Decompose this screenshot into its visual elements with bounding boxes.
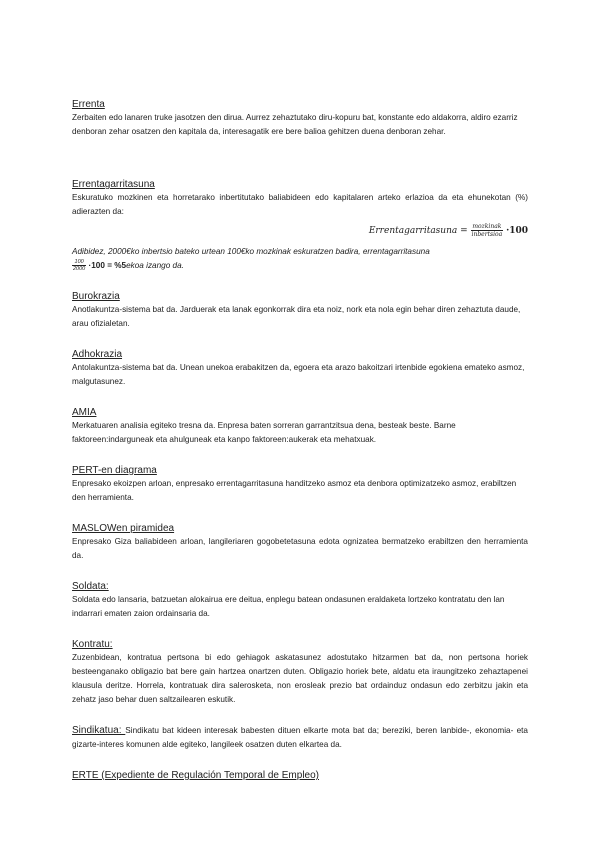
entry-term: Adhokrazia xyxy=(72,349,123,360)
entry-term: Kontratu: xyxy=(72,639,113,650)
rentability-formula xyxy=(72,221,528,241)
entry-definition: Enpresako Giza baliabideen arloan, langileriaren gogobetetasuna edota ognizatea bermatzeko erabiltzen den herramienta da. xyxy=(72,537,528,560)
example-numerator: 100 xyxy=(72,259,86,266)
example-tail: ekoa izango da. xyxy=(126,261,184,270)
formula-example xyxy=(72,245,528,273)
document-page xyxy=(72,98,528,799)
glossary-entry xyxy=(72,464,528,505)
entry-definition: Eskuratuko mozkinen eta horretarako inbertitutako baliabideen edo kapitalaren arteko erlazioa da eta ehunekotan (%) adierazten da: xyxy=(72,193,528,216)
example-fraction xyxy=(72,259,86,272)
entry-term: Burokrazia xyxy=(72,291,120,302)
glossary-entry xyxy=(72,290,528,331)
entry-term: ERTE (Expediente de Regulación Temporal de Empleo) xyxy=(72,770,319,781)
glossary-entry xyxy=(72,406,528,447)
glossary-entry xyxy=(72,522,528,563)
entry-definition: Sindikatu bat kideen interesak babesten dituen elkarte mota bat da; bereziki, beren lanbide-, ekonomia- eta gizarte-interes komunen alde egiteko, langileek osatzen duten elkartea da. xyxy=(72,726,528,749)
entry-term: Errentagarritasuna xyxy=(72,179,155,190)
entry-definition: Zerbaiten edo lanaren truke jasotzen den dirua. Aurrez zehaztutako diru-kopuru bat, konstante edo aldakorra, aldiro ezarriz denboran zehar osatzen den kapitala da, interesagatik ere bere balioa gehitzen duena denboran zehar. xyxy=(72,113,518,136)
entry-term: Errenta xyxy=(72,99,105,110)
glossary-entry xyxy=(72,348,528,389)
entry-term: Sindikatua: xyxy=(72,725,126,736)
entry-definition: Merkatuaren analisia egiteko tresna da. Enpresa baten sorreran garrantzitsua dena, besteak beste. Barne faktoreen:indarguneak eta ahulguneak eta kanpo faktoreen:aukerak eta mehatxuak. xyxy=(72,421,456,444)
entry-term: MASLOWen piramidea xyxy=(72,523,175,534)
example-denominator: 2000 xyxy=(73,266,86,273)
entry-term: AMIA xyxy=(72,407,97,418)
entry-definition: Zuzenbidean, kontratua pertsona bi edo gehiagok askatasunez adostutako hitzarmen bat da, non pertsona horiek besteenganako obligazio bat bere gain hartzea onartzen duten. Obligazio horiek bete, aldatu eta iraungitzeko zehaztapenei klausula deritze. Horrela, kontratuak dira salerosketa, non erosleak prezio bat ordainduz ondasun edo zerbitzu jakin eta zehatz jaso behar duen saltzailearen eskutik. xyxy=(72,653,528,704)
formula-fraction xyxy=(471,223,504,238)
formula-lhs: Errentagarritasuna = xyxy=(368,226,468,236)
glossary-entry xyxy=(72,638,528,707)
entry-definition: Soldata edo lansaria, batzuetan alokairua ere deitua, enplegu batean ondasunen eraldaketa lortzeko kontratatu den lan indarrari ematen zaion ordainsaria da. xyxy=(72,595,505,618)
glossary-entry xyxy=(72,724,528,752)
glossary-entry xyxy=(72,178,528,273)
formula-rhs: ·100 xyxy=(506,226,528,236)
formula-numerator: mozkinak xyxy=(472,223,502,230)
entry-definition: Anotlakuntza-sistema bat da. Jarduerak eta lanak egonkorrak dira eta noiz, nork eta nola egin behar diren zehaztuta daude, arau ofizialetan. xyxy=(72,305,521,328)
formula-denominator: inbertsioa xyxy=(471,231,503,238)
glossary-entry xyxy=(72,769,528,782)
entry-definition: Antolakuntza-sistema bat da. Unean unekoa erabakitzen da, egoera eta arazo bakoitzari irtenbide egokiena emateko asmoz, malgutasunez. xyxy=(72,363,525,386)
example-text: Adibidez, 2000€ko inbertsio bateko urtean 100€ko mozkinak eskuratzen badira, errentagarritasuna xyxy=(72,247,430,256)
entry-definition: Enpresako ekoizpen arloan, enpresako errentagarritasuna handitzeko asmoz eta denbora optimizatzeko asmoz, erabiltzen den herramienta. xyxy=(72,479,517,502)
glossary-entry xyxy=(72,98,528,139)
entry-term: Soldata: xyxy=(72,581,109,592)
example-result: ·100 = %5 xyxy=(88,261,127,270)
glossary-entry xyxy=(72,580,528,621)
entry-term: PERT-en diagrama xyxy=(72,465,157,476)
